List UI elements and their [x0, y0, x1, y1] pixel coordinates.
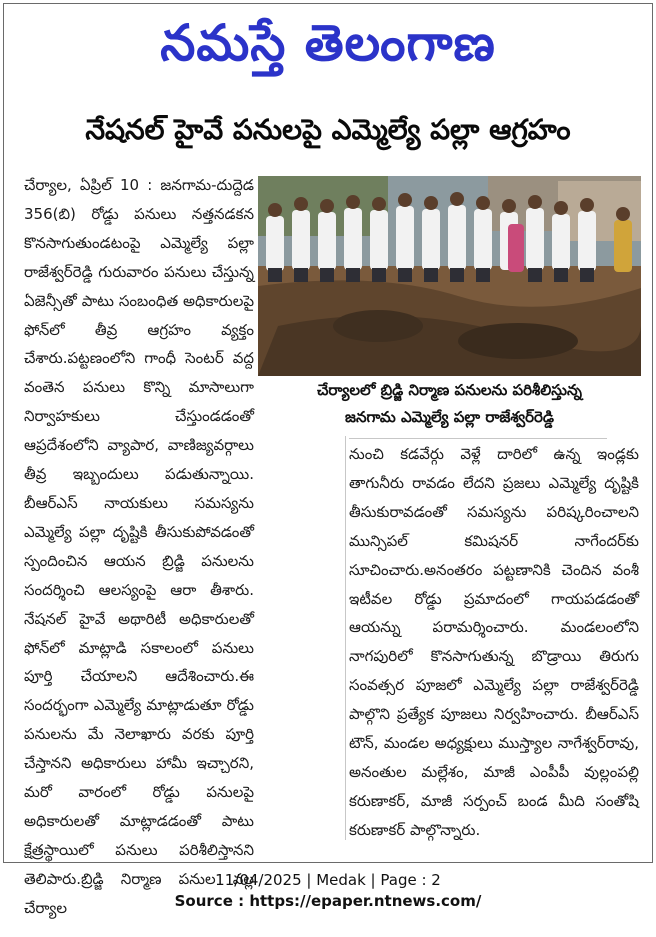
edition-info: 11/04/2025 | Medak | Page : 2 [215, 871, 441, 889]
masthead-logo: నమస్తే తెలంగాణ [160, 14, 496, 72]
source-link[interactable]: Source : https://epaper.ntnews.com/ [174, 892, 482, 910]
caption-line-2: జనగామ ఎమ్మెల్యే పల్లా రాజేశ్వర్‌రెడ్డి [345, 408, 554, 426]
left-column-text: చేర్యాల, ఏప్రిల్ 10 : జనగామ-దుద్దెడ 356(బి) రోడ్డు పనులు నత్తనడకన కొనసాగుతుండటంపై ఎమ్మెల్యే పల్లా రాజేశ్వర్‌రెడ్డి గురువారం పనులు చేస్తున్న ఏజెన్సీతో పాటు సంబంధిత అధికారులపై ఫోన్‌లో తీవ్ర ఆగ్రహం వ్యక్తం చేశారు.పట్టణంలోని గాంధీ సెంటర్ వద్ద వంతెన పనులు కొన్ని మాసాలుగా నిర్వాహకులు చేస్తుండడంతో ఆప్రదేశంలోని వ్యాపార, వాణిజ్యవర్గాలు తీవ్ర ఇబ్బందులు పడుతున్నాయి. బీఆర్‌ఎస్ నాయకులు సమస్యను ఎమ్మెల్యే పల్లా దృష్టికి తీసుకుపోవడంతో స్పందించిన ఆయన బ్రిడ్జి పనులను సందర్శించి ఆలస్యంపై ఆరా తీశారు. నేషనల్ హైవే అథారిటీ అధికారులతో ఫోన్‌లో మాట్లాడి సకాలంలో పనులు పూర్తి చేయాలని ఆదేశించారు.ఈ సందర్భంగా ఎమ్మెల్యే మాట్లాడుతూ రోడ్డు పనులను మే నెలాఖారు వరకు పూర్తి చేస్తానని అధికారులు హామీ ఇచ్చారని, మరో వారంలో రోడ్డు పనులపై అధికారులతో మాట్లాడడంతో పాటు క్షేత్రస్థాయిలో పనులు పరిశీలిస్తానని తెలిపారు.బ్రిడ్జి నిర్మాణ పనుల వల్ల చేర్యాల [24, 176, 254, 917]
article-right-column [349, 440, 639, 845]
right-column-text: నుంచి కడవేర్గు వెళ్లే దారిలో ఉన్న ఇండ్లకు తాగునీరు రావడం లేదని ప్రజలు ఎమ్మెల్యే దృష్టికి తీసుకురావడంతో సమస్యను పరిష్కరించాలని మున్సిపల్ కమిషనర్ నాగేందర్‌కు సూచించారు.అనంతరం పట్టణానికి చెందిన వంశీ ఇటీవల రోడ్డు ప్రమాదంలో గాయపడడంతో ఆయన్ను పరామర్శించారు. మండలంలోని నాగపురిలో కొనసాగుతున్న బొడ్రాయి తిరుగు సంవత్సర పూజలో ఎమ్మెల్యే పల్లా రాజేశ్వర్‌రెడ్డి పాల్గొని ప్రత్యేక పూజలు నిర్వహించారు. బీఆర్‌ఎస్ టౌన్, మండల అధ్యక్షులు ముస్త్యాల నాగేశ్వర్‌రావు, అనంతుల మల్లేశం, మాజీ ఎంపీపీ వుల్లంపల్లి కరుణాకర్, మాజీ సర్పంచ్ బండ మీది సంతోషి కరుణాకర్ పాల్గొన్నారు. [349, 445, 639, 839]
page-footer [0, 870, 656, 912]
news-photo [258, 176, 641, 376]
column-divider [345, 436, 346, 840]
article-headline: నేషనల్ హైవే పనులపై ఎమ్మెల్యే పల్లా ఆగ్రహం [85, 113, 571, 146]
column-top-rule [349, 438, 607, 439]
construction-site-photo [258, 176, 641, 376]
article-left-column [24, 171, 254, 923]
photo-caption [258, 377, 641, 431]
caption-line-1: చేర్యాలలో బ్రిడ్జి నిర్మాణ పనులను పరిశీలిస్తున్న [317, 381, 582, 399]
